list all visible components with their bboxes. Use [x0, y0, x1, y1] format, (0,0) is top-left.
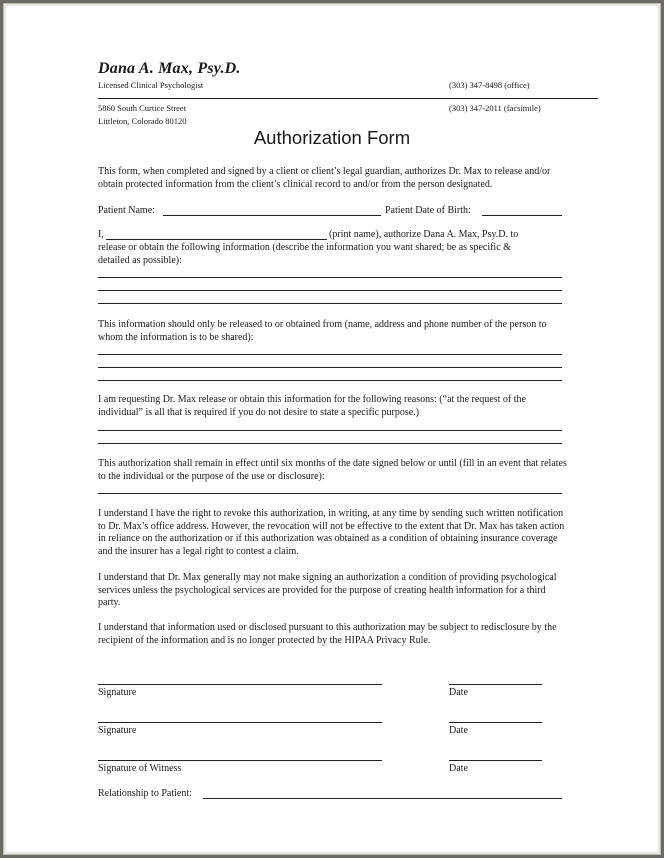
reasons-line-2[interactable] [98, 443, 562, 444]
provider-name: Dana A. Max, Psy.D. [98, 60, 241, 77]
city-address: Littleton, Colorado 80120 [98, 116, 187, 126]
print-name-field[interactable] [106, 239, 327, 240]
duration-line[interactable] [98, 493, 562, 494]
relationship-label: Relationship to Patient: [98, 788, 192, 799]
date-line-1[interactable] [449, 684, 542, 685]
date-line-2[interactable] [449, 722, 542, 723]
patient-name-field[interactable] [163, 215, 381, 216]
signature-line-2[interactable] [98, 722, 382, 723]
date-line-3[interactable] [449, 760, 542, 761]
recipient-line-3[interactable] [98, 380, 562, 381]
recipient-paragraph: This information should only be released to or obtained from (name, address and phone number of the person to whom the information is to be shared): [98, 319, 547, 343]
form-title: Authorization Form [253, 127, 411, 148]
fax-number: (303) 347-2011 (facsimile) [449, 103, 541, 113]
witness-signature-label: Signature of Witness [98, 763, 182, 774]
patient-dob-label: Patient Date of Birth: [385, 205, 471, 216]
signature-label-1: Signature [98, 687, 137, 698]
letterhead-divider [98, 98, 598, 99]
office-phone: (303) 347-8498 (office) [449, 80, 530, 90]
info-line-1[interactable] [98, 277, 562, 278]
recipient-line-1[interactable] [98, 354, 562, 355]
duration-paragraph: This authorization shall remain in effect until six months of the date signed below or until (fill in an event that relates to the individual or the purpose of the use or disclosure): [98, 458, 567, 482]
reasons-line-1[interactable] [98, 430, 562, 431]
witness-signature-line[interactable] [98, 760, 382, 761]
authorize-text-2: release or obtain the following information (describe the information you want shared; be as specific & [98, 242, 511, 253]
authorize-lead: I, [98, 229, 104, 240]
recipient-line-2[interactable] [98, 367, 562, 368]
authorize-text-3: detailed as possible): [98, 255, 182, 266]
patient-name-label: Patient Name: [98, 205, 155, 216]
signature-label-2: Signature [98, 725, 137, 736]
date-label-3: Date [449, 763, 468, 774]
authorize-text-1: (print name), authorize Dana A. Max, Psy.D. to [329, 229, 519, 240]
date-label-2: Date [449, 725, 468, 736]
signature-line-1[interactable] [98, 684, 382, 685]
intro-paragraph: This form, when completed and signed by a client or client’s legal guardian, authorizes Dr. Max to release and/or obtain protected information from the client’s clinical record to and/or from the person designated. [98, 166, 551, 190]
redisclosure-paragraph: I understand that information used or disclosed pursuant to this authorization may be subject to redisclosure by the recipient of the information and is no longer protected by the HIPAA Privacy Rule. [98, 622, 557, 646]
condition-paragraph: I understand that Dr. Max generally may not make signing an authorization a condition of providing psychological services unless the psychological services are provided for the purpose of creating health information for a third party. [98, 572, 557, 609]
reasons-paragraph: I am requesting Dr. Max release or obtain this information for the following reasons: (“at the request of the individual” is all that is required if you do not desire to state a specific purpose.) [98, 394, 526, 418]
provider-credential: Licensed Clinical Psychologist [98, 80, 204, 90]
relationship-field[interactable] [203, 798, 562, 799]
info-line-3[interactable] [98, 303, 562, 304]
info-line-2[interactable] [98, 290, 562, 291]
patient-dob-field[interactable] [482, 215, 562, 216]
revoke-paragraph: I understand I have the right to revoke this authorization, in writing, at any time by sending such written notification to Dr. Max’s office address. However, the revocation will not be effective to the extent that Dr. Max has taken action in reliance on the authorization or if this authorization was obtained as a condition of obtaining insurance coverage and the insurer has a legal right to contest a claim. [98, 508, 565, 557]
street-address: 5860 South Curtice Street [98, 103, 187, 113]
date-label-1: Date [449, 687, 468, 698]
